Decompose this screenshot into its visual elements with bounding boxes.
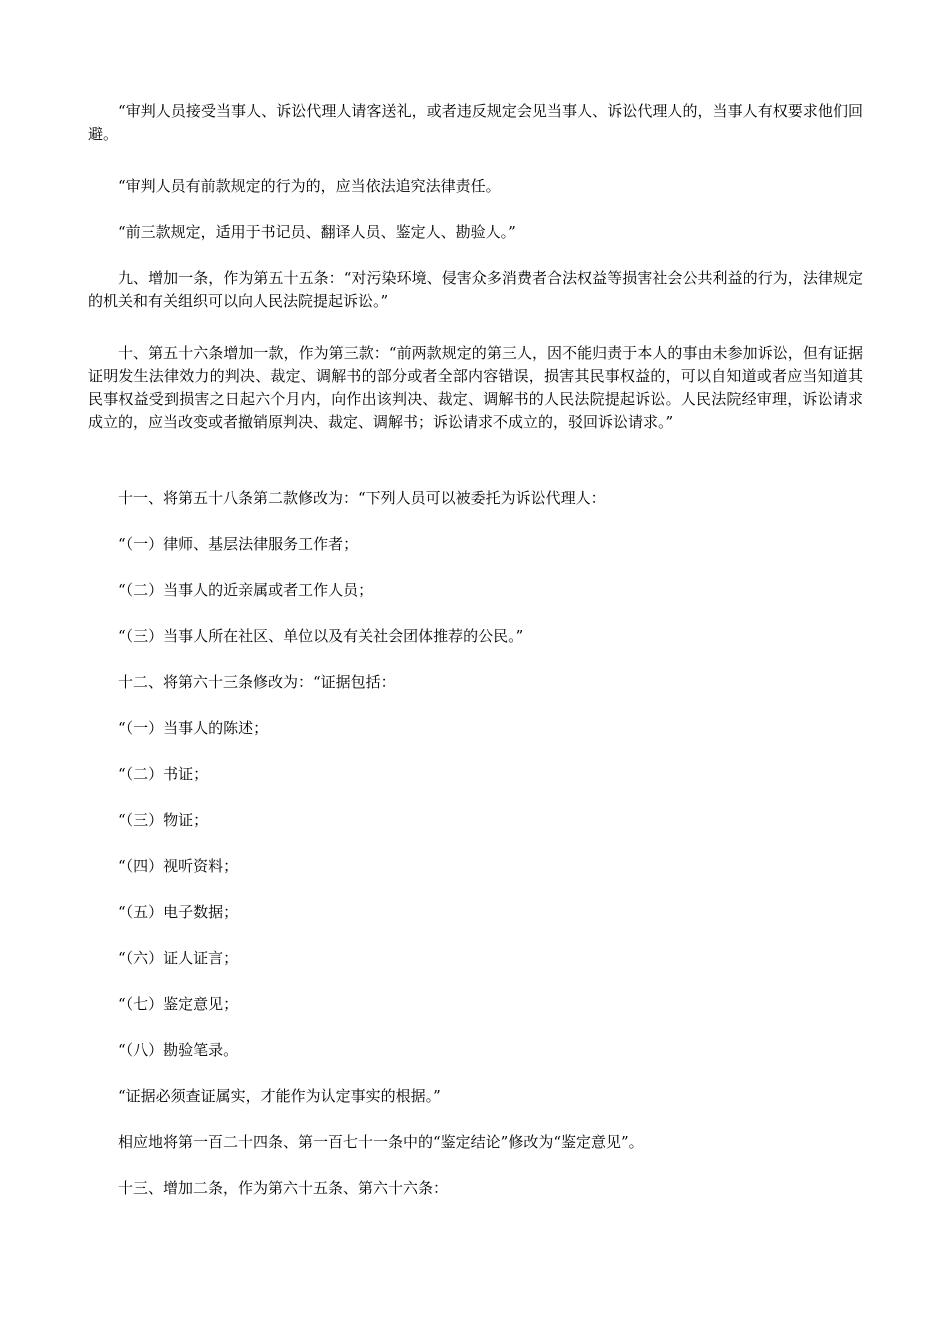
list-item-evidence-1: “（一）当事人的陈述； xyxy=(118,719,269,737)
paragraph-article-63: 十二、将第六十三条修改为：“证据包括： xyxy=(118,673,396,691)
paragraph-applicable-personnel: “前三款规定，适用于书记员、翻译人员、鉴定人、勘验人。” xyxy=(118,223,516,241)
list-item-evidence-6: “（六）证人证言； xyxy=(118,949,239,967)
list-item-evidence-4: “（四）视听资料； xyxy=(118,857,239,875)
list-item-evidence-3: “（三）物证； xyxy=(118,811,209,829)
list-item-evidence-5: “（五）电子数据； xyxy=(118,903,239,921)
list-item-evidence-8: “（八）勘验笔录。 xyxy=(118,1041,239,1059)
list-item-agent-3: “（三）当事人所在社区、单位以及有关社会团体推荐的公民。” xyxy=(118,627,524,645)
paragraph-article-55: 九、增加一条，作为第五十五条：“对污染环境、侵害众多消费者合法权益等损害社会公共利益的行为，法律规定的机关和有关组织可以向人民法院提起诉讼。” xyxy=(88,269,863,310)
paragraph-terminology-change: 相应地将第一百二十四条、第一百七十一条中的“鉴定结论”修改为“鉴定意见”。 xyxy=(118,1133,644,1151)
paragraph-article-58: 十一、将第五十八条第二款修改为：“下列人员可以被委托为诉讼代理人： xyxy=(118,489,606,507)
paragraph-articles-65-66: 十三、增加二条，作为第六十五条、第六十六条： xyxy=(118,1179,449,1197)
paragraph-recusal-gifts: “审判人员接受当事人、诉讼代理人请客送礼，或者违反规定会见当事人、诉讼代理人的，当事人有权要求他们回避。 xyxy=(88,102,863,143)
list-item-agent-1: “（一）律师、基层法律服务工作者； xyxy=(118,535,359,553)
list-item-evidence-7: “（七）鉴定意见； xyxy=(118,995,239,1013)
list-item-agent-2: “（二）当事人的近亲属或者工作人员； xyxy=(118,581,374,599)
paragraph-evidence-verification: “证据必须查证属实，才能作为认定事实的根据。” xyxy=(118,1087,441,1105)
list-item-evidence-2: “（二）书证； xyxy=(118,765,209,783)
paragraph-article-56: 十、第五十六条增加一款，作为第三款：“前两款规定的第三人，因不能归责于本人的事由未参加诉讼，但有证据证明发生法律效力的判决、裁定、调解书的部分或者全部内容错误，损害其民事权益的，可以自知道或者应当知道其民事权益受到损害之日起六个月内，向作出该判决、裁定、调解书的人民法院提起诉讼。人民法院经审理，诉讼请求成立的，应当改变或者撤销原判决、裁定、调解书；诉讼请求不成立的，驳回诉讼请求。” xyxy=(88,344,863,431)
paragraph-legal-liability: “审判人员有前款规定的行为的，应当依法追究法律责任。 xyxy=(118,177,501,195)
